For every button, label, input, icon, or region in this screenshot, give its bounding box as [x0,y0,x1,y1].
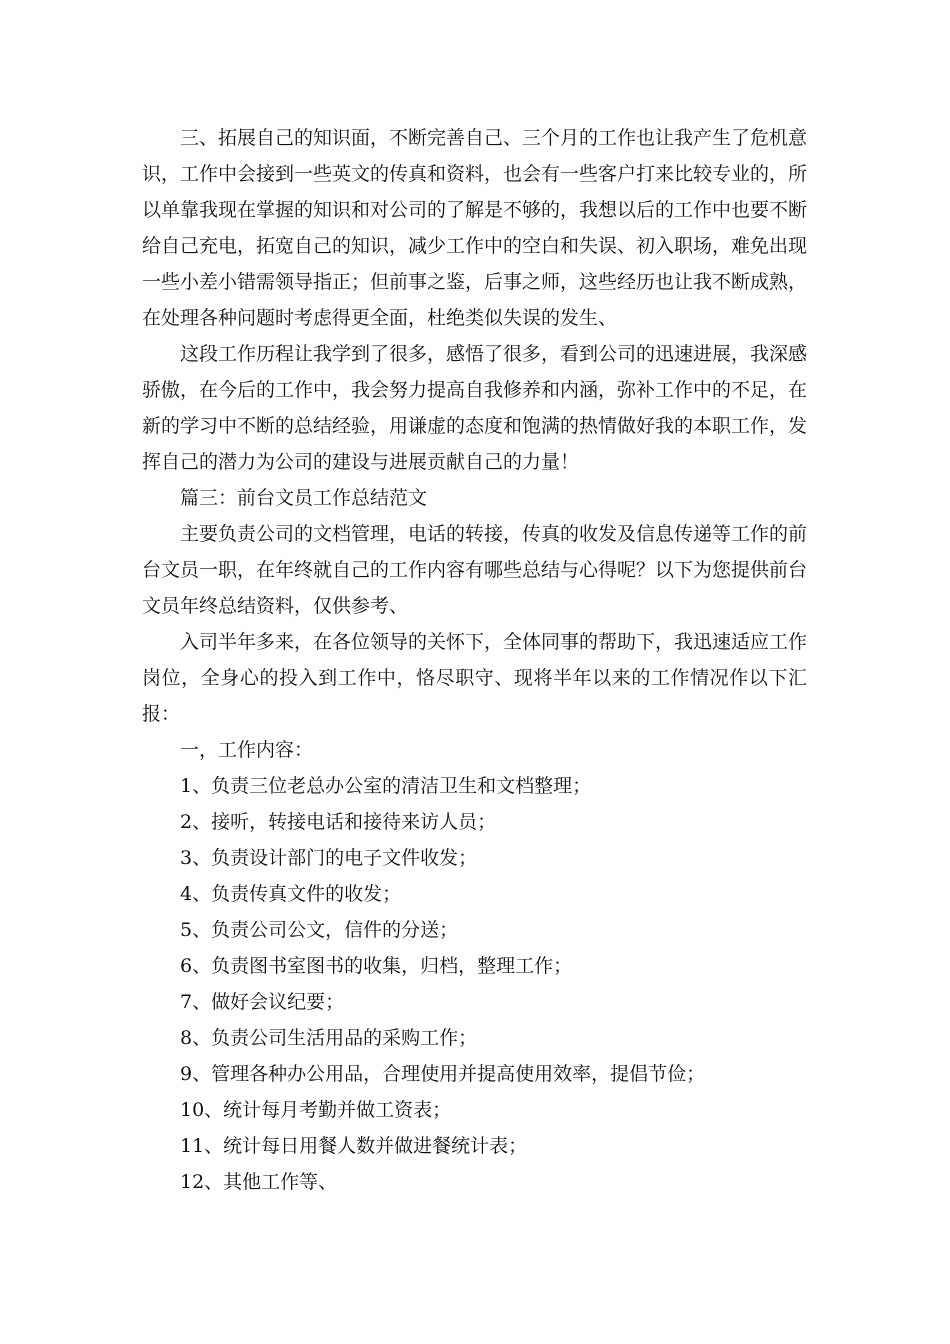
list-item: 10、统计每月考勤并做工资表； [180,1099,452,1121]
list-item: 8、负责公司生活用品的采购工作； [180,1027,478,1049]
list-item: 7、做好会议纪要； [180,991,345,1013]
paragraph-intro: 主要负责公司的文档管理，电话的转接，传真的收发及信息传递等工作的前台文员一职，在年终就自己的工作内容有哪些总结与心得呢？以下为您提供前台文员年终总结资料，仅供参考、 [142,523,808,617]
list-item: 3、负责设计部门的电子文件收发； [180,847,478,869]
list-item: 6、负责图书室图书的收集，归档，整理工作； [180,955,573,977]
paragraph-work-experience: 这段工作历程让我学到了很多，感悟了很多，看到公司的迅速进展，我深感骄傲，在今后的工作中，我会努力提高自我修养和内涵，弥补工作中的不足，在新的学习中不断的总结经验，用谦虚的态度和饱满的热情做好我的本职工作，发挥自己的潜力为公司的建设与进展贡献自己的力量！ [142,343,808,473]
work-content-list [142,768,807,1200]
list-item: 5、负责公司公文，信件的分送； [180,919,459,941]
list-item: 4、负责传真文件的收发； [180,883,402,905]
list-item: 1、负责三位老总办公室的清洁卫生和文档整理； [180,775,592,797]
list-item: 12、其他工作等、 [180,1171,338,1193]
list-item: 11、统计每日用餐人数并做进餐统计表； [180,1135,528,1157]
list-item: 9、管理各种办公用品，合理使用并提高使用效率，提倡节俭； [180,1063,706,1085]
section-title: 篇三：前台文员工作总结范文 [180,487,428,509]
paragraph-report: 入司半年多来，在各位领导的关怀下，全体同事的帮助下，我迅速适应工作岗位，全身心的投入到工作中，恪尽职守、现将半年以来的工作情况作以下汇报： [142,631,808,725]
document-body [142,120,807,1200]
list-item: 2、接听，转接电话和接待来访人员； [180,811,497,833]
list-heading: 一，工作内容： [180,739,314,761]
paragraph-expand-knowledge: 三、拓展自己的知识面，不断完善自己、三个月的工作也让我产生了危机意识，工作中会接到一些英文的传真和资料，也会有一些客户打来比较专业的，所以单靠我现在掌握的知识和对公司的了解是不够的，我想以后的工作中也要不断给自己充电，拓宽自己的知识，减少工作中的空白和失误、初入职场，难免出现一些小差小错需领导指正；但前事之鉴，后事之师，这些经历也让我不断成熟，在处理各种问题时考虑得更全面，杜绝类似失误的发生、 [142,127,808,329]
